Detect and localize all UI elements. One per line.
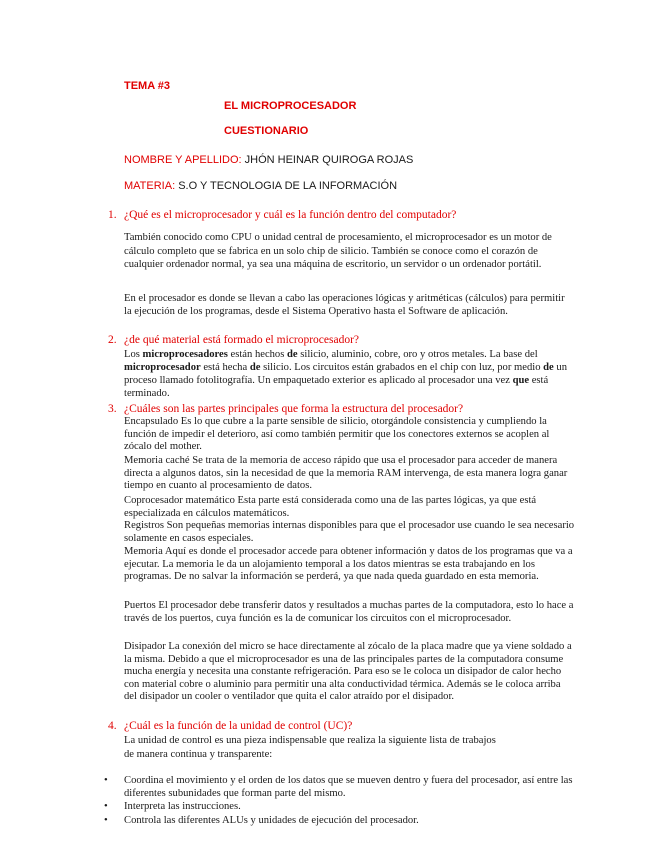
student-name-line xyxy=(124,153,413,167)
list-item-text: Coordina el movimiento y el orden de los datos que se mueven dentro y fuera del procesador, así entre las diferentes subunidades que forman parte del mismo. xyxy=(124,775,573,799)
answer-1-paragraph-2: En el procesador es donde se llevan a cabo las operaciones lógicas y aritméticas (cálculos) para permitir la ejecución de los programas, desde el Sistema Operativo hasta el Software de aplicación. xyxy=(124,293,565,317)
bullet-icon: • xyxy=(104,775,108,786)
subject-line xyxy=(124,179,397,193)
text-run: están hechos xyxy=(227,349,288,360)
list-item xyxy=(104,801,574,814)
question-text: ¿Qué es el microprocesador y cuál es la función dentro del computador? xyxy=(124,209,457,221)
question-number: 4. xyxy=(108,720,117,732)
text-run: está hecha xyxy=(200,362,250,373)
text-run: silicio, aluminio, cobre, oro y otros metales. La base del xyxy=(297,349,538,360)
text-run: está terminado. xyxy=(124,375,549,399)
question-number: 3. xyxy=(108,403,117,415)
bold-term: de xyxy=(287,349,298,360)
bold-term: que xyxy=(512,375,530,386)
document-subtitle: CUESTIONARIO xyxy=(224,125,309,137)
bold-term: microprocesadores xyxy=(142,349,228,360)
bullet-icon: • xyxy=(104,801,108,813)
uc-functions-list xyxy=(104,775,574,827)
bold-term: microprocesador xyxy=(124,362,201,373)
question-number: 1. xyxy=(108,209,117,221)
answer-3-puertos: Puertos El procesador debe transferir datos y resultados a muchas partes de la computadora, esto lo hace a través de los puertos, cuya función es la de comunicar los circuitos con el microprocesador. xyxy=(124,600,574,624)
question-text: ¿de qué material está formado el microprocesador? xyxy=(124,334,359,346)
bullet-icon: • xyxy=(104,814,108,826)
text-run: silicio. Los circuitos están grabados en el chip con luz, por medio xyxy=(260,362,544,373)
bold-term: de xyxy=(249,362,261,373)
subject-label: MATERIA: xyxy=(124,180,176,192)
answer-4-intro: La unidad de control es una pieza indispensable que realiza la siguiente lista de trabajos de manera continua y transparente: xyxy=(124,735,496,760)
list-item-text: Interpreta las instrucciones. xyxy=(124,801,241,813)
bold-term: de xyxy=(543,362,554,373)
answer-3-registros: Registros Son pequeñas memorias internas disponibles para que el procesador use cuando le sea necesario solamente en casos especiales. xyxy=(124,520,575,544)
student-name-value: JHÓN HEINAR QUIROGA ROJAS xyxy=(244,154,414,166)
question-text: ¿Cuáles son las partes principales que forma la estructura del procesador? xyxy=(124,403,464,415)
question-text: ¿Cuál es la función de la unidad de control (UC)? xyxy=(124,720,353,732)
answer-1-paragraph-1: También conocido como CPU o unidad central de procesamiento, el microprocesador es un motor de cálculo completo que se fabrica en un solo chip de silicio. También se conoce como el corazón de cualquier ordenador normal, ya sea una máquina de escritorio, un servidor o un ordenador portátil. xyxy=(124,232,552,270)
answer-2-paragraph xyxy=(124,348,576,400)
list-item xyxy=(104,775,574,800)
subject-value: S.O Y TECNOLOGIA DE LA INFORMACIÓN xyxy=(178,180,398,192)
answer-3-memoria: Memoria Aquí es donde el procesador accede para obtener información y datos de los programas que va a ejecutar. La memoria le da un alojamiento temporal a los datos mientras se esta trabajando en los programas. De no salvar la información se perderá, ya que nada queda guardado en esta memoria. xyxy=(124,546,573,583)
student-name-label: NOMBRE Y APELLIDO: xyxy=(124,154,242,166)
question-1 xyxy=(108,209,457,222)
answer-3-disipador: Disipador La conexión del micro se hace directamente al zócalo de la placa madre que ya viene soldado a la misma. Debido a que el microprocesador es una de las principales partes de la computadora consume mucha energía y necesita una constante refrigeración. Para eso se le coloca un disipador de calor hecho con material cobre o aluminio para permitir una alta conductividad térmica. Además se le coloca arriba del disipador un cooler o ventilador que quita el calor atraído por el disipador. xyxy=(124,641,572,703)
list-item-text: Controla las diferentes ALUs y unidades de ejecución del procesador. xyxy=(124,814,419,826)
question-4 xyxy=(108,720,353,733)
question-3 xyxy=(108,403,464,416)
text-run: Los xyxy=(124,349,143,360)
question-2 xyxy=(108,334,359,347)
tema-heading: TEMA #3 xyxy=(124,80,171,92)
list-item xyxy=(104,815,574,828)
answer-3-encapsulado: Encapsulado Es lo que cubre a la parte sensible de silicio, otorgándole consistencia y cumpliendo la función de impedir el deterioro, así como también permitir que los conectores externos se acoplen al zócalo del mother. xyxy=(124,416,550,453)
answer-3-coprocesador: Coprocesador matemático Esta parte está considerada como una de las partes lógicas, ya que está especializada en cálculos matemáticos. xyxy=(124,495,537,519)
question-number: 2. xyxy=(108,334,117,346)
text-run: un proceso llamado fotolitografía. Un empaquetado exterior es aplicado al procesador una vez xyxy=(124,362,567,386)
document-title: EL MICROPROCESADOR xyxy=(224,100,357,112)
answer-3-memoria-cache: Memoria caché Se trata de la memoria de acceso rápido que usa el procesador para acceder de manera directa a algunos datos, sin la necesidad de que la memoria RAM intervenga, de esta manera logra ganar tiempo en cuanto al procesamiento de datos. xyxy=(124,455,568,492)
